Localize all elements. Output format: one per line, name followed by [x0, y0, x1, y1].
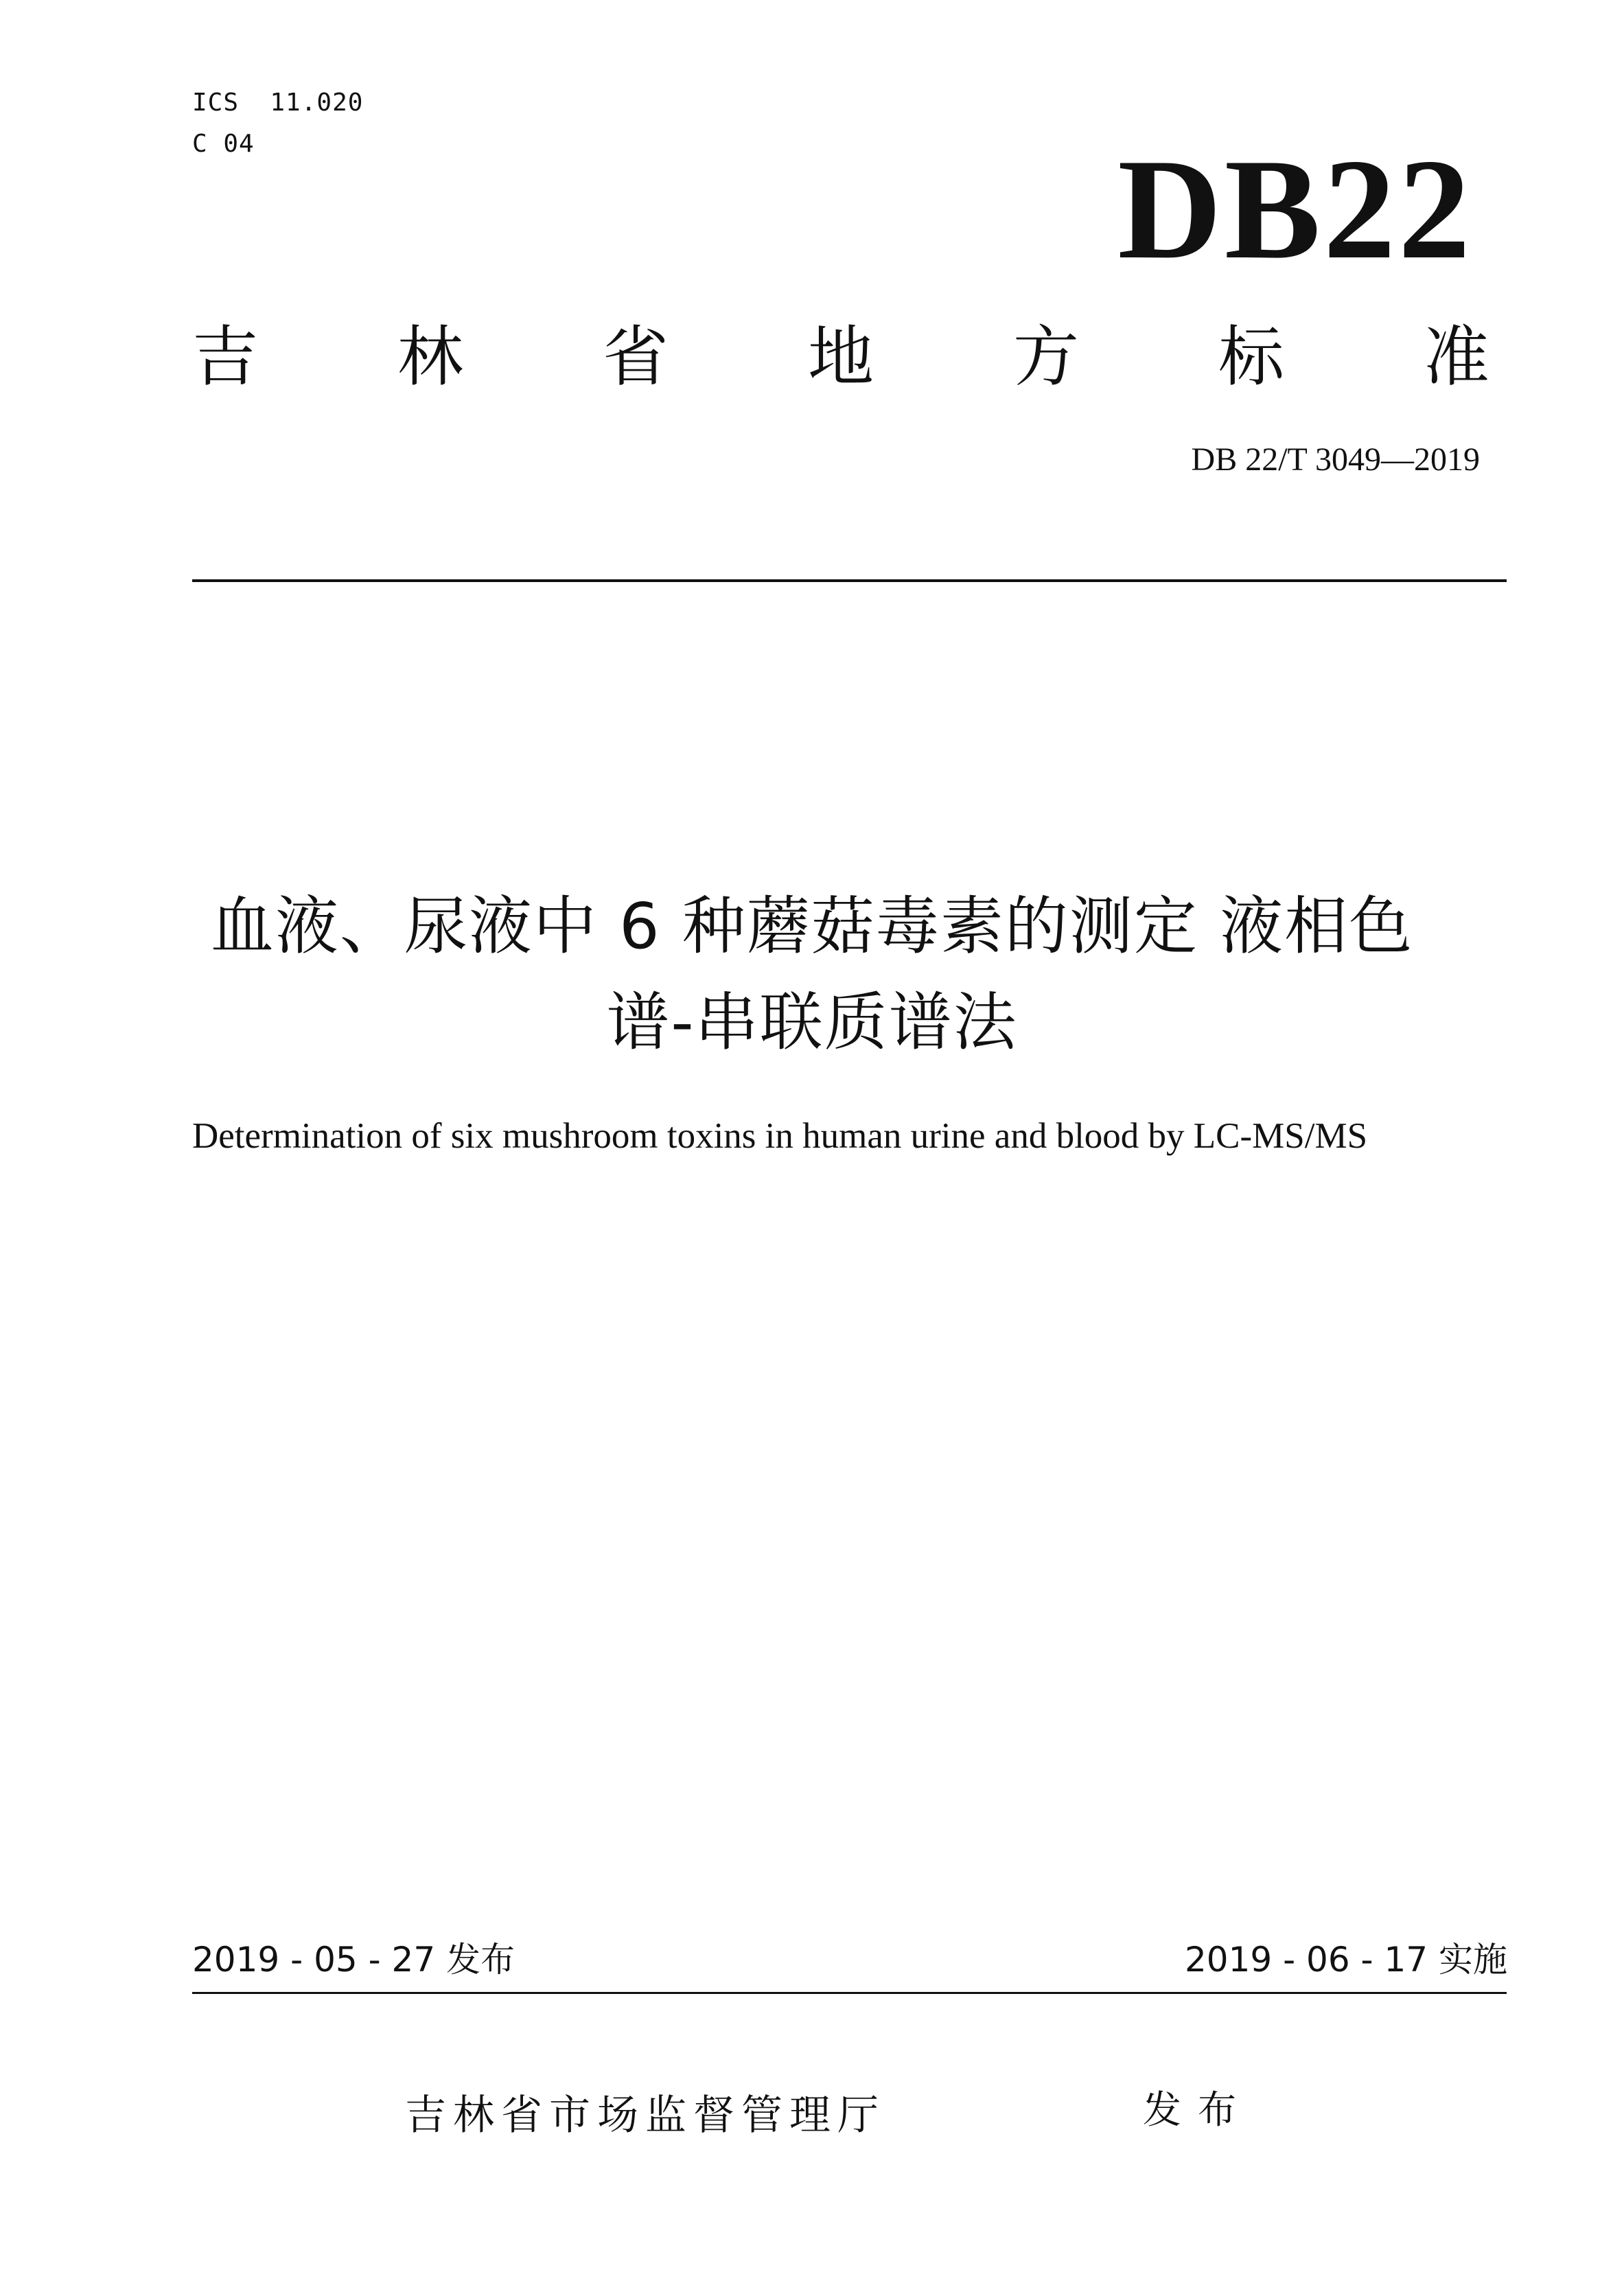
standard-type-char: 吉 — [192, 318, 258, 395]
publish-label: 发布 — [1143, 2088, 1253, 2133]
footer-divider — [192, 1992, 1507, 1994]
standard-type-char: 林 — [397, 318, 463, 395]
ccs-code: C 04 — [192, 130, 255, 158]
chinese-title — [124, 879, 1500, 1071]
standard-type-heading — [192, 316, 1489, 398]
english-title: Determination of six mushroom toxins in human urine and blood by LC-MS/MS — [192, 1116, 1368, 1156]
standard-type-char: 标 — [1218, 318, 1284, 395]
chinese-title-line-1: 血液、尿液中 6 种蘑菇毒素的测定 液相色 — [210, 890, 1414, 963]
standard-number: DB 22/T 3049—2019 — [1191, 441, 1480, 478]
standard-type-char: 省 — [603, 318, 669, 395]
standard-type-char: 地 — [808, 318, 874, 395]
standard-type-char: 方 — [1013, 318, 1079, 395]
db-logo: DB22 — [1117, 130, 1473, 289]
issue-date: 2019 - 05 - 27 发布 — [192, 1940, 515, 1980]
issuing-authority: 吉林省市场监督管理厅 — [405, 2091, 885, 2140]
header-divider — [192, 579, 1507, 582]
standard-type-char: 准 — [1424, 318, 1489, 395]
ics-code: ICS 11.020 — [192, 89, 364, 117]
implementation-date: 2019 - 06 - 17 实施 — [1184, 1940, 1507, 1980]
chinese-title-line-2: 谱-串联质谱法 — [606, 986, 1018, 1059]
classification-codes — [192, 82, 363, 165]
